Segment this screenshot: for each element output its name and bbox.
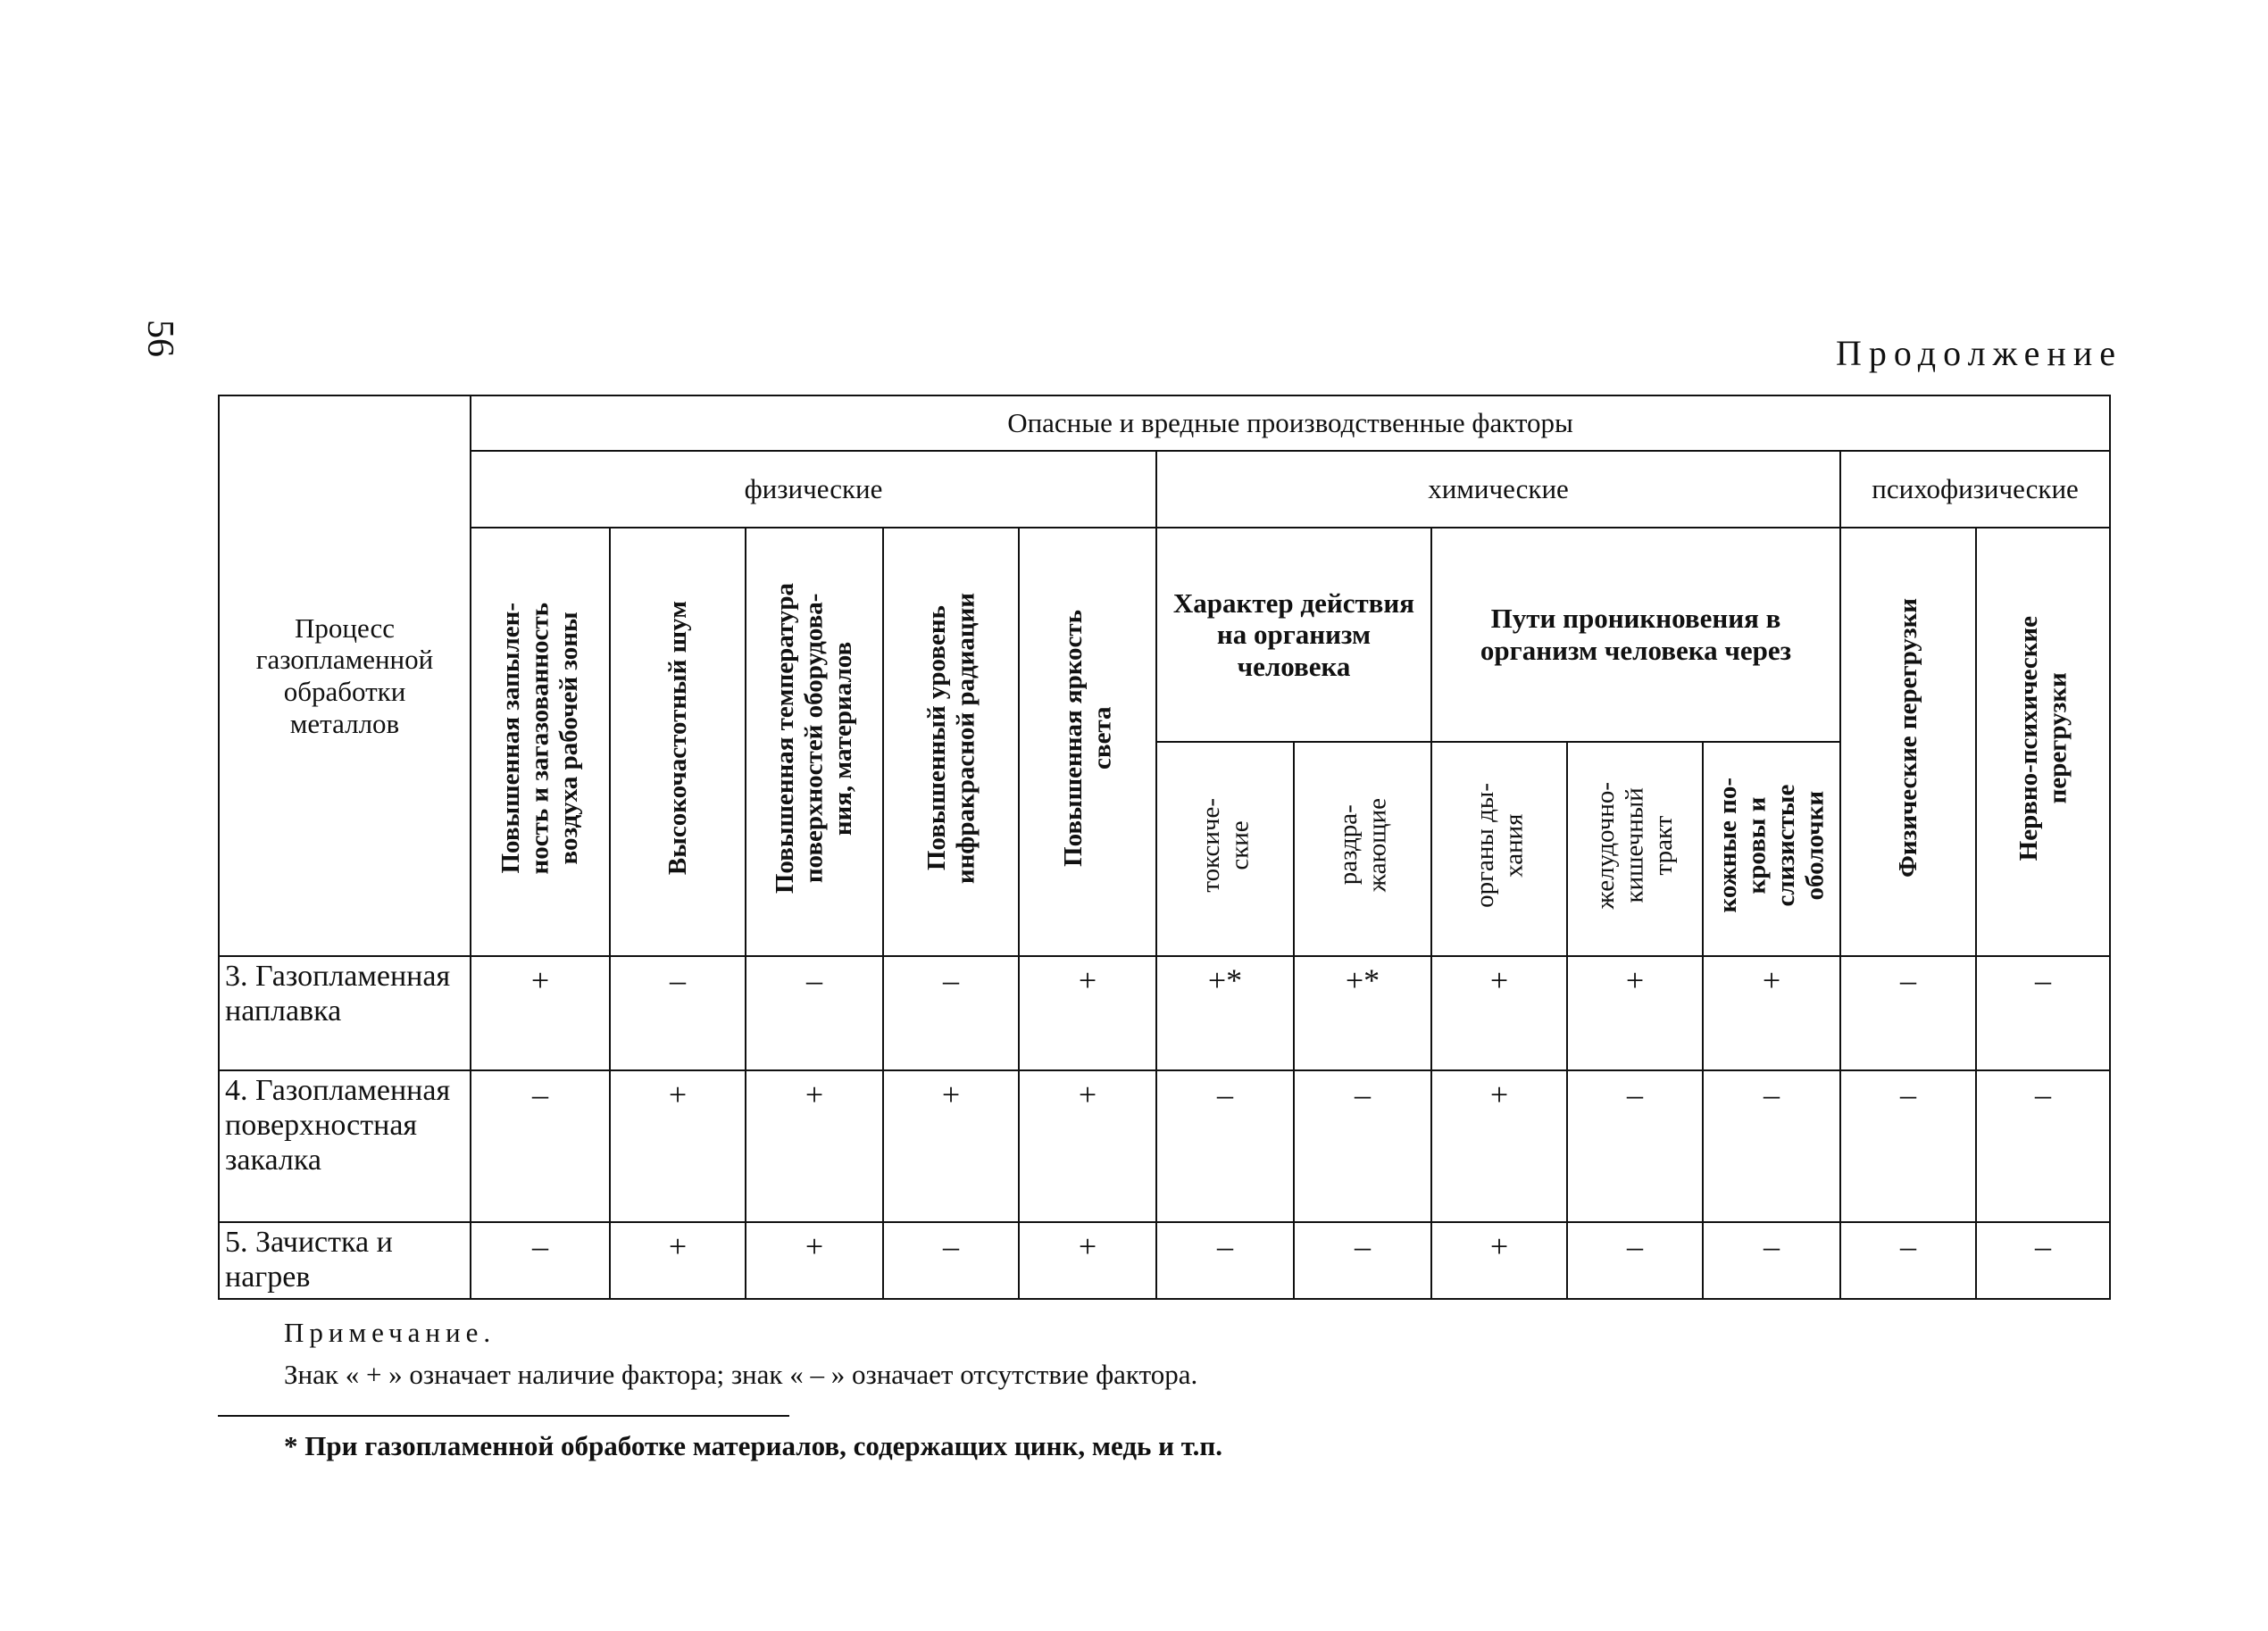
factor-label: Повышенная температура поверхностей оборудова- ния, материалов [771, 582, 858, 894]
factor-mark: – [1703, 1222, 1840, 1299]
main-header: Опасные и вредные производственные факторы [471, 395, 2110, 451]
factor-mark: – [1156, 1222, 1294, 1299]
factor-label: токсиче- ские [1196, 797, 1254, 893]
note [284, 1312, 1197, 1395]
process-name: 3. Газопламенная наплавка [219, 956, 471, 1070]
process-name: 4. Газопламенная поверхностная закалка [219, 1070, 471, 1222]
factor-label: Физические перегрузки [1893, 598, 1922, 878]
process-name: 5. Зачистка и нагрев [219, 1222, 471, 1299]
factor-mark: + [1431, 1222, 1567, 1299]
factor-mark: – [1976, 1070, 2110, 1222]
factor-mark: – [471, 1070, 610, 1222]
factor-dust-gas [471, 528, 610, 956]
path-skin [1703, 742, 1840, 956]
chem-paths-header: Пути проникновения в организм человека через [1431, 528, 1840, 742]
chem-action-header: Характер действия на организм человека [1156, 528, 1431, 742]
factor-label: желудочно- кишечный тракт [1591, 781, 1679, 909]
factor-mark: – [1840, 1070, 1976, 1222]
group-psychophysical: психофизические [1840, 451, 2110, 528]
factor-mark: + [883, 1070, 1019, 1222]
factor-mark: – [1703, 1070, 1840, 1222]
path-digestive [1567, 742, 1703, 956]
note-title: Примечание. [284, 1317, 496, 1348]
group-physical: физические [471, 451, 1156, 528]
factor-mark: – [1294, 1070, 1431, 1222]
factor-mark: – [610, 956, 746, 1070]
table-body [219, 956, 2110, 1299]
factor-mark: +* [1156, 956, 1294, 1070]
factor-label: кожные по- кровы и слизистые оболочки [1714, 778, 1830, 913]
note-text: Знак « + » означает наличие фактора; знак « – » означает отсутствие фактора. [284, 1358, 1198, 1390]
factor-label: Повышенная запылен- ность и загазованность воздуха рабочей зоны [496, 602, 584, 874]
factor-mark: – [1840, 956, 1976, 1070]
factor-mark: – [883, 956, 1019, 1070]
factor-label: Высокочастотный шум [663, 601, 692, 876]
factor-light-brightness [1019, 528, 1156, 956]
factor-label: Нервно-психические перегрузки [2014, 615, 2072, 861]
factor-mark: – [1156, 1070, 1294, 1222]
factor-physical-overload [1840, 528, 1976, 956]
table-row [219, 1070, 2110, 1222]
factor-mark: – [1567, 1222, 1703, 1299]
factor-mark: – [1567, 1070, 1703, 1222]
factor-label: Повышенный уровень инфракрасной радиации [921, 592, 980, 884]
factor-mark: +* [1294, 956, 1431, 1070]
factor-mark: – [1840, 1222, 1976, 1299]
factor-mark: + [471, 956, 610, 1070]
factor-mark: + [746, 1222, 883, 1299]
table-row [219, 956, 2110, 1070]
factor-mark: + [1019, 1070, 1156, 1222]
factor-mark: – [1976, 956, 2110, 1070]
factor-mark: – [746, 956, 883, 1070]
factor-mark: + [1019, 956, 1156, 1070]
factor-mark: + [1019, 1222, 1156, 1299]
factor-mark: + [1431, 956, 1567, 1070]
path-respiratory [1431, 742, 1567, 956]
footnote-divider [218, 1415, 789, 1417]
group-chemical: химические [1156, 451, 1840, 528]
factor-label: раздра- жающие [1333, 798, 1391, 893]
factor-surface-temp [746, 528, 883, 956]
factor-neuro-overload [1976, 528, 2110, 956]
hazard-factors-table [218, 395, 2111, 1300]
factor-mark: + [610, 1070, 746, 1222]
footnote: * При газопламенной обработке материалов, содержащих цинк, медь и т.п. [284, 1430, 1223, 1461]
factor-ir-radiation [883, 528, 1019, 956]
factor-mark: – [1294, 1222, 1431, 1299]
factor-label: Повышенная яркость света [1058, 609, 1116, 867]
process-header: Процесс газопламенной обработки металлов [219, 395, 471, 956]
chem-toxic [1156, 742, 1294, 956]
factor-mark: – [471, 1222, 610, 1299]
page-number: 56 [139, 320, 180, 357]
continuation-label: Продолжение [1836, 333, 2122, 373]
factor-hf-noise [610, 528, 746, 956]
factor-mark: – [1976, 1222, 2110, 1299]
factor-mark: + [610, 1222, 746, 1299]
chem-irritant [1294, 742, 1431, 956]
factor-mark: + [1431, 1070, 1567, 1222]
factor-mark: + [746, 1070, 883, 1222]
factor-label: органы ды- хания [1470, 782, 1528, 908]
factor-mark: + [1703, 956, 1840, 1070]
factor-mark: + [1567, 956, 1703, 1070]
table-row [219, 1222, 2110, 1299]
factor-mark: – [883, 1222, 1019, 1299]
